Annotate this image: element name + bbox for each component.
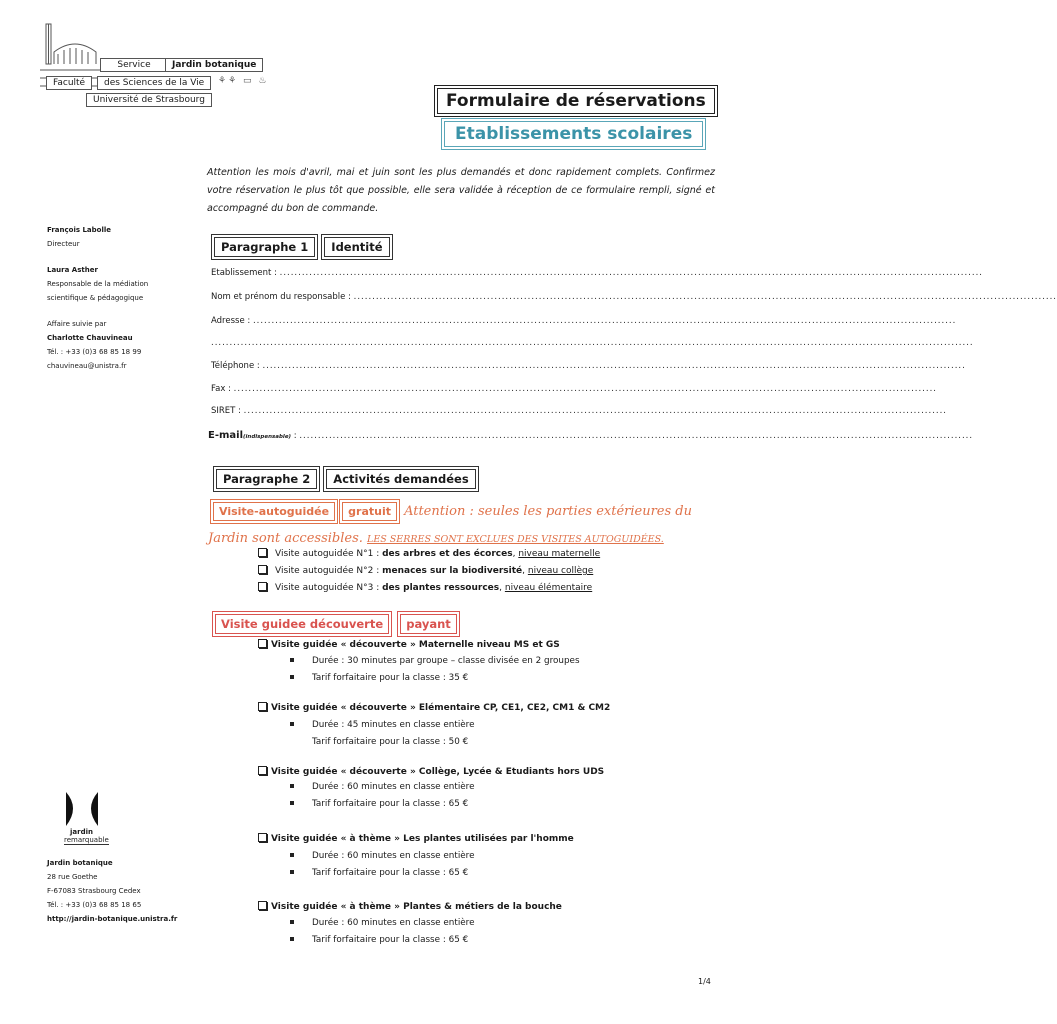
guidee-paid-badge: payant <box>400 614 457 634</box>
visit-option-4[interactable]: Visite guidée « à thème » Les plantes utilisées par l'homme <box>258 833 574 844</box>
footer-city: F-67083 Strasbourg Cedex <box>47 887 141 895</box>
adresse-field-line2[interactable]: .............................................................................................................................................................................................................. <box>211 338 974 348</box>
visit-4-price: Tarif forfaitaire pour la classe : 65 € <box>290 868 468 878</box>
jardin-text: Jardin botanique <box>172 60 257 70</box>
checkbox-icon[interactable] <box>258 582 267 591</box>
visit-2-duration: Durée : 45 minutes en classe entière <box>290 720 475 730</box>
etablissement-field[interactable]: Etablissement : .............................................................................................................................................................................................. <box>211 268 983 278</box>
jardin-logo-text <box>64 828 109 845</box>
visit-2-price: Tarif forfaitaire pour la classe : 50 € <box>312 737 469 747</box>
section1-header <box>214 236 390 257</box>
service-text: Service <box>117 60 151 70</box>
checkbox-icon[interactable] <box>258 766 267 775</box>
director-name: François Labolle <box>47 226 112 234</box>
visit-3-duration: Durée : 60 minutes en classe entière <box>290 782 475 792</box>
section2-label: Paragraphe 2 <box>216 469 317 489</box>
contact-tel: Tél. : +33 (0)3 68 85 18 99 <box>47 348 142 356</box>
page-number: 1/4 <box>698 977 711 986</box>
mediation-name: Laura Asther <box>47 266 98 274</box>
section1-title: Identité <box>324 237 389 257</box>
visit-option-2[interactable]: Visite guidée « découverte » Elémentaire CP, CE1, CE2, CM1 & CM2 <box>258 702 610 713</box>
section2-title: Activités demandées <box>326 469 475 489</box>
responsable-field[interactable]: Nom et prénom du responsable : .............................................................................................................................................................................................. <box>211 292 1057 302</box>
visit-3-price: Tarif forfaitaire pour la classe : 65 € <box>290 799 468 809</box>
section2-header <box>216 468 476 489</box>
visit-1-price: Tarif forfaitaire pour la classe : 35 € <box>290 673 468 683</box>
autoguidee-label: Visite-autoguidée <box>213 502 335 521</box>
sidebar-contacts <box>47 223 197 373</box>
footer-url[interactable]: http://jardin-botanique.unistra.fr <box>47 915 178 923</box>
logo-jardin <box>165 58 263 72</box>
checkbox-icon[interactable] <box>258 702 267 711</box>
visit-5-price: Tarif forfaitaire pour la classe : 65 € <box>290 935 468 945</box>
affaire-label: Affaire suivie par <box>47 320 107 328</box>
sciences-text: des Sciences de la Vie <box>104 78 205 88</box>
autoguidee-attention-1: Attention : seules les parties extérieures du <box>404 504 692 519</box>
autoguidee-header <box>213 500 692 521</box>
contact-email[interactable]: chauvineau@unistra.fr <box>47 362 127 370</box>
mediation-role-1: Responsable de la médiation <box>47 280 149 288</box>
checkbox-icon[interactable] <box>258 639 267 648</box>
universite-text: Université de Strasbourg <box>93 95 205 105</box>
logo-sciences <box>97 76 211 90</box>
logo-text-1: jardin <box>70 828 93 836</box>
visit-4-duration: Durée : 60 minutes en classe entière <box>290 851 475 861</box>
siret-field[interactable]: SIRET : .............................................................................................................................................................................................. <box>211 406 948 416</box>
page-subtitle <box>444 121 703 147</box>
logo-text-2: remarquable <box>64 836 109 844</box>
autoguidee-attention-line2 <box>208 527 664 546</box>
email-label: E-mail <box>208 430 244 441</box>
email-field[interactable]: E-mail(indispensable) : ...................................................................................................................................................................................... <box>208 430 974 441</box>
adresse-field[interactable]: Adresse : .............................................................................................................................................................................................. <box>211 316 957 326</box>
faculte-text: Faculté <box>53 78 86 88</box>
checkbox-icon[interactable] <box>258 833 267 842</box>
footer-address <box>47 856 197 926</box>
autoguidee-attention-3: LES SERRES SONT EXCLUES DES VISITES AUTOGUIDÉES. <box>367 534 664 545</box>
footer-tel: Tél. : +33 (0)3 68 85 18 65 <box>47 901 142 909</box>
visit-option-5[interactable]: Visite guidée « à thème » Plantes & métiers de la bouche <box>258 901 562 912</box>
page-title-text: Formulaire de réservations <box>446 91 706 111</box>
logo-universite <box>86 93 212 107</box>
guidee-header <box>215 613 457 634</box>
email-note: (indispensable) <box>243 434 292 440</box>
visit-5-duration: Durée : 60 minutes en classe entière <box>290 918 475 928</box>
checkbox-icon[interactable] <box>258 565 267 574</box>
mediation-role-2: scientifique & pédagogique <box>47 294 144 302</box>
logo-faculte <box>46 76 92 90</box>
autoguidee-attention-2: Jardin sont accessibles. <box>208 531 368 546</box>
page-subtitle-text: Etablissements scolaires <box>455 124 693 144</box>
footer-name: Jardin botanique <box>47 859 113 867</box>
logo-pictos-icon: ⚘⚘ ▭ ♨ <box>218 76 269 86</box>
autoguidee-option-3[interactable]: Visite autoguidée N°3 : des plantes ressources, niveau élémentaire <box>258 582 592 593</box>
contact-name: Charlotte Chauvineau <box>47 334 133 342</box>
logo-service <box>100 58 168 72</box>
checkbox-icon[interactable] <box>258 548 267 557</box>
autoguidee-free-badge: gratuit <box>342 502 397 521</box>
checkbox-icon[interactable] <box>258 901 267 910</box>
guidee-label: Visite guidee découverte <box>215 614 389 634</box>
telephone-field[interactable]: Téléphone : .............................................................................................................................................................................................. <box>211 361 966 371</box>
section1-label: Paragraphe 1 <box>214 237 315 257</box>
intro-text: Attention les mois d'avril, mai et juin sont les plus demandés et donc rapidement complets. Confirmez votre réservation le plus tôt que possible, elle sera validée à réception de ce formulaire rempli, signé et accompagné du bon de commande. <box>207 167 715 214</box>
jardin-remarquable-logo-icon <box>62 790 102 828</box>
fax-field[interactable]: Fax : .............................................................................................................................................................................................. <box>211 384 937 394</box>
visit-option-1[interactable]: Visite guidée « découverte » Maternelle niveau MS et GS <box>258 639 560 650</box>
autoguidee-option-1[interactable]: Visite autoguidée N°1 : des arbres et des écorces, niveau maternelle <box>258 548 600 559</box>
visit-1-duration: Durée : 30 minutes par groupe – classe divisée en 2 groupes <box>290 656 580 666</box>
visit-option-3[interactable]: Visite guidée « découverte » Collège, Lycée & Etudiants hors UDS <box>258 766 604 777</box>
footer-street: 28 rue Goethe <box>47 873 98 881</box>
director-role: Directeur <box>47 240 80 248</box>
autoguidee-option-2[interactable]: Visite autoguidée N°2 : menaces sur la biodiversité, niveau collège <box>258 565 593 576</box>
page-title <box>437 88 715 114</box>
